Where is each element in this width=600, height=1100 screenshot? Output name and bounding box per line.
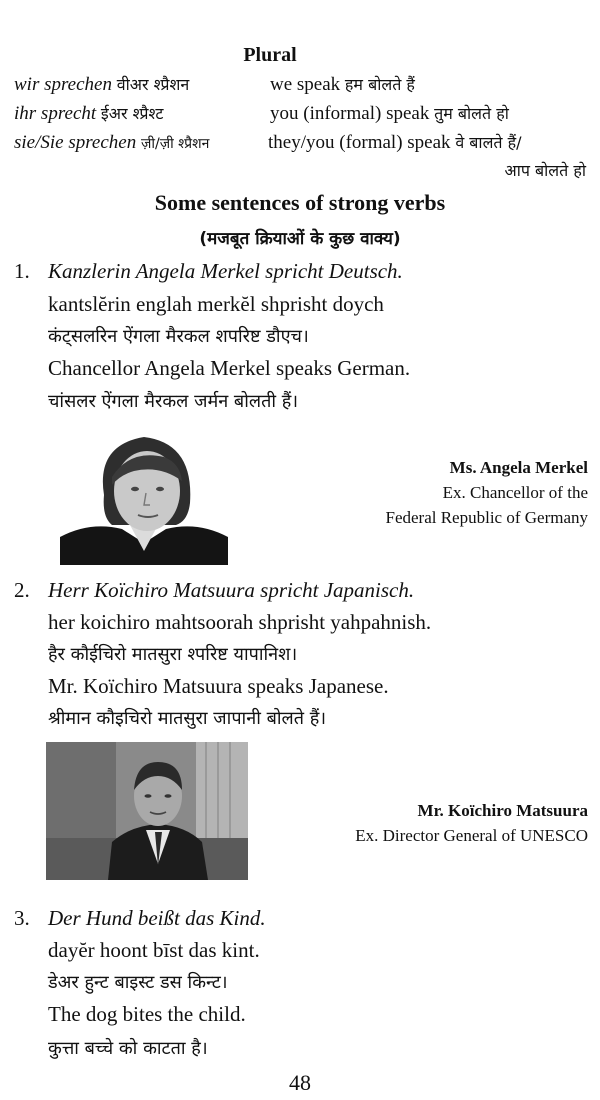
english-meaning: we speak [270, 74, 341, 95]
conj-row-ihr [14, 101, 163, 127]
hindi-pronunciation: ज़ी/ज़ी श्प्रैशन [140, 136, 210, 152]
hindi-pronunciation: हैर कौईचिरो मातसुरा श्परिष्ट यापानिश। [48, 644, 298, 665]
english-meaning: they/you (formal) speak [268, 132, 451, 153]
hindi-pronunciation: वीअर श्प्रैशन [116, 75, 190, 94]
hindi-meaning-continued: आप बोलते हो [504, 161, 586, 180]
german-sentence: Herr Koïchiro Matsuura spricht Japanisch. [48, 578, 415, 602]
page-number: 48 [289, 1070, 311, 1095]
merkel-photo [60, 425, 228, 565]
pronunciation: dayĕr hoont bīst das kint. [48, 938, 260, 962]
hindi-translation: श्रीमान कौइचिरो मातसुरा जापानी बोलते हैं। [48, 708, 327, 729]
hindi-pronunciation: डेअर हुन्ट बाइस्ट डस किन्ट। [48, 972, 228, 993]
german-form: wir sprechen [14, 74, 112, 95]
item-number: 3. [14, 906, 30, 930]
hindi-meaning: वे बालते हैं/ [455, 133, 522, 152]
english-translation: Mr. Koïchiro Matsuura speaks Japanese. [48, 674, 389, 698]
hindi-meaning: हम बोलते हैं [344, 75, 415, 94]
german-form: ihr sprecht [14, 103, 97, 124]
plural-heading: Plural [243, 44, 297, 66]
pronunciation: kantslĕrin englah merkĕl shprisht doych [48, 292, 384, 316]
german-sentence: Der Hund beißt das Kind. [48, 906, 266, 930]
hindi-translation: कुत्ता बच्चे को काटता है। [48, 1038, 208, 1059]
hindi-translation: चांसलर ऐंगला मैरकल जर्मन बोलती हैं। [48, 391, 299, 412]
conj-row-wir-meaning [270, 72, 415, 98]
pronunciation: her koichiro mahtsoorah shprisht yahpahnish. [48, 610, 432, 634]
english-translation: Chancellor Angela Merkel speaks German. [48, 356, 411, 380]
hindi-pronunciation: कंट्सलरिन ऐंगला मैरकल शपरिष्ट डौएच। [48, 326, 309, 347]
merkel-caption [385, 455, 588, 530]
conj-row-wir [14, 72, 189, 98]
matsuura-caption [355, 798, 588, 848]
conj-row-sie-meaning-cont [504, 158, 586, 184]
conj-row-sie-meaning [268, 130, 522, 156]
conj-row-ihr-meaning [270, 101, 509, 127]
section-subtitle: (मजबूत क्रियाओं के कुछ वाक्य) [199, 229, 401, 249]
section-title: Some sentences of strong verbs [154, 190, 446, 215]
german-sentence: Kanzlerin Angela Merkel spricht Deutsch. [48, 259, 403, 283]
portrait-image [46, 742, 248, 880]
caption-line: Ex. Director General of UNESCO [355, 826, 588, 845]
item-number: 2. [14, 578, 30, 602]
hindi-meaning: तुम बोलते हो [434, 104, 509, 123]
conj-row-sie [14, 130, 209, 157]
portrait-image [60, 425, 228, 565]
matsuura-photo [46, 742, 248, 880]
hindi-pronunciation: ईअर श्प्रैश्ट [100, 104, 164, 123]
english-meaning: you (informal) speak [270, 103, 430, 124]
item-number: 1. [14, 259, 30, 283]
english-translation: The dog bites the child. [48, 1002, 246, 1026]
caption-line: Federal Republic of Germany [385, 508, 588, 527]
german-form: sie/Sie sprechen [14, 132, 137, 153]
caption-name: Ms. Angela Merkel [449, 458, 588, 477]
caption-name: Mr. Koïchiro Matsuura [417, 801, 588, 820]
caption-line: Ex. Chancellor of the [442, 483, 588, 502]
